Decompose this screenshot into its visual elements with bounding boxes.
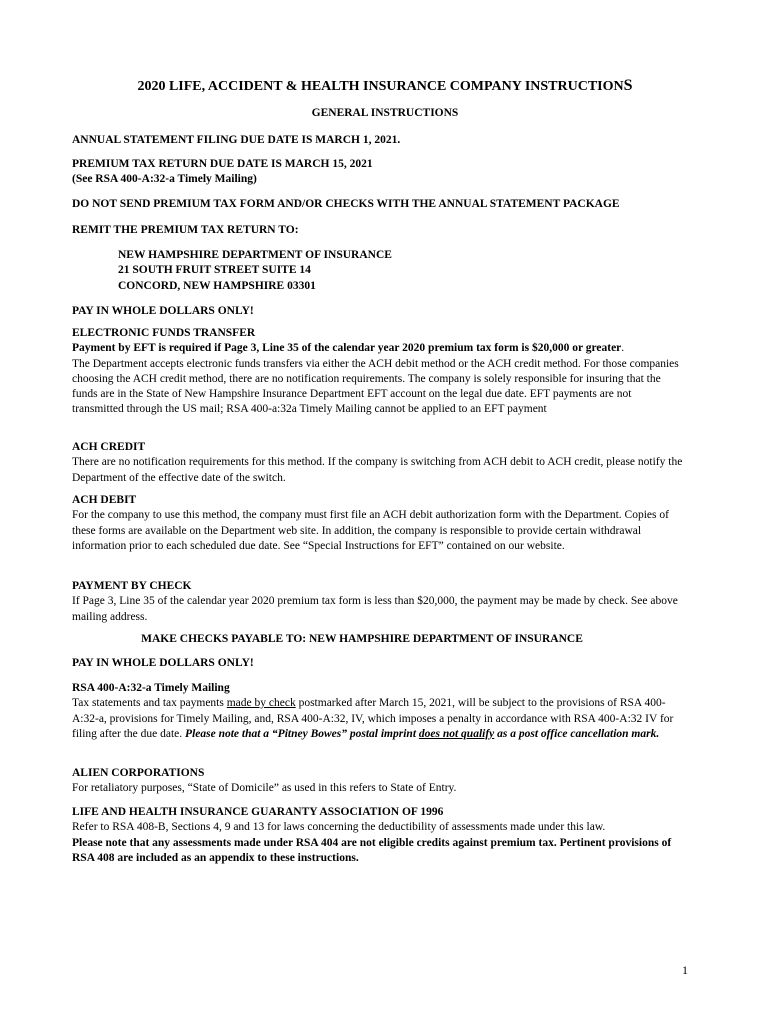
eft-requirement bbox=[72, 341, 684, 356]
payable-to: MAKE CHECKS PAYABLE TO: NEW HAMPSHIRE DEPARTMENT OF INSURANCE bbox=[141, 633, 583, 645]
ach-credit-section bbox=[72, 440, 684, 486]
pay-whole-dollars: PAY IN WHOLE DOLLARS ONLY! bbox=[72, 305, 254, 317]
address-line-2: 21 SOUTH FRUIT STREET SUITE 14 bbox=[118, 264, 311, 277]
remit-heading: REMIT THE PREMIUM TAX RETURN TO: bbox=[72, 224, 299, 236]
ach-debit-body: For the company to use this method, the company must first file an ACH debit authorization form with the Department. Copies of these forms are available on the Department web site. In addition, the company is responsible to provide certain withdrawal information prior to each scheduled due date. See “Special Instructions for EFT” contained on our website. bbox=[72, 509, 669, 552]
annual-due-date: ANNUAL STATEMENT FILING DUE DATE IS MARCH 1, 2021. bbox=[72, 134, 401, 146]
eft-heading: ELECTRONIC FUNDS TRANSFER bbox=[72, 327, 256, 339]
timely-text-2: postmarked after March 15, 2021, will be subject to the provisions of RSA 400-A:32-a, provisions for Timely Mailing, and, RSA 400-A:32, IV, which imposes a penalty in accordance with RSA 400-A:32 IV for filing after the due date. bbox=[72, 697, 674, 740]
timely-note: Please note that a “Pitney Bowes” postal imprint bbox=[185, 727, 419, 740]
guaranty-heading: LIFE AND HEALTH INSURANCE GUARANTY ASSOCIATION OF 1996 bbox=[72, 806, 444, 818]
eft-body: The Department accepts electronic funds transfers via either the ACH debit method or the ACH credit method. For those companies choosing the ACH credit method, there are no notification requirements. The company is solely responsible for insuring that the funds are in the State of New Hampshire Insurance Department EFT account on the legal due date. EFT payments are not transmitted through the US mail; RSA 400-a:32a Timely Mailing cannot be applied to an EFT payment bbox=[72, 357, 679, 416]
ach-debit-section bbox=[72, 493, 684, 554]
alien-heading: ALIEN CORPORATIONS bbox=[72, 767, 205, 779]
ach-credit-body: There are no notification requirements for this method. If the company is switching from ACH debit to ACH credit, please notify the Department of the effective date of the switch. bbox=[72, 456, 683, 484]
alien-body: For retaliatory purposes, “State of Domicile” as used in this refers to State of Entry. bbox=[72, 782, 457, 795]
eft-requirement-text: Payment by EFT is required if Page 3, Line 35 of the calendar year 2020 premium tax form is $20,000 or greater bbox=[72, 342, 622, 355]
timely-mailing-section bbox=[72, 681, 684, 742]
premium-due-line: PREMIUM TAX RETURN DUE DATE IS MARCH 15, 2021 bbox=[72, 158, 373, 170]
timely-text-1: Tax statements and tax payments bbox=[72, 697, 227, 710]
timely-heading: RSA 400-A:32-a Timely Mailing bbox=[72, 682, 230, 694]
ach-credit-heading: ACH CREDIT bbox=[72, 441, 146, 453]
page-title bbox=[72, 77, 698, 95]
payment-by-check-section bbox=[72, 579, 684, 625]
do-not-send-notice: DO NOT SEND PREMIUM TAX FORM AND/OR CHECKS WITH THE ANNUAL STATEMENT PACKAGE bbox=[72, 198, 620, 210]
title-last-letter: S bbox=[623, 77, 633, 94]
guaranty-association-section bbox=[72, 805, 684, 866]
guaranty-note: Please note that any assessments made under RSA 404 are not eligible credits against premium tax. Pertinent provisions of RSA 408 are included as an appendix to these instructions. bbox=[72, 836, 672, 864]
mailing-address bbox=[118, 248, 730, 294]
page-subtitle: GENERAL INSTRUCTIONS bbox=[311, 107, 459, 119]
timely-does-not-qualify: does not qualify bbox=[418, 727, 495, 740]
eft-requirement-period: . bbox=[621, 342, 625, 355]
guaranty-body: Refer to RSA 408-B, Sections 4, 9 and 13 for laws concerning the deductibility of assessments made under this law. bbox=[72, 821, 606, 834]
timely-body bbox=[72, 696, 684, 742]
check-heading: PAYMENT BY CHECK bbox=[72, 580, 192, 592]
pay-whole-dollars-2: PAY IN WHOLE DOLLARS ONLY! bbox=[72, 657, 254, 669]
eft-section bbox=[72, 326, 684, 418]
address-line-1: NEW HAMPSHIRE DEPARTMENT OF INSURANCE bbox=[118, 249, 392, 261]
premium-due-ref: (See RSA 400-A:32-a Timely Mailing) bbox=[72, 173, 257, 186]
timely-made-by-check: made by check bbox=[226, 697, 296, 710]
address-line-3: CONCORD, NEW HAMPSHIRE 03301 bbox=[118, 279, 316, 292]
premium-due-date bbox=[72, 157, 684, 188]
ach-debit-heading: ACH DEBIT bbox=[72, 494, 137, 506]
alien-corporations-section bbox=[72, 766, 684, 797]
timely-note-end: as a post office cancellation mark. bbox=[494, 727, 660, 740]
check-body: If Page 3, Line 35 of the calendar year 2020 premium tax form is less than $20,000, the payment may be made by check. See above mailing address. bbox=[72, 595, 678, 623]
title-main: 2020 LIFE, ACCIDENT & HEALTH INSURANCE COMPANY INSTRUCTION bbox=[137, 79, 624, 94]
page-number: 1 bbox=[682, 963, 688, 977]
